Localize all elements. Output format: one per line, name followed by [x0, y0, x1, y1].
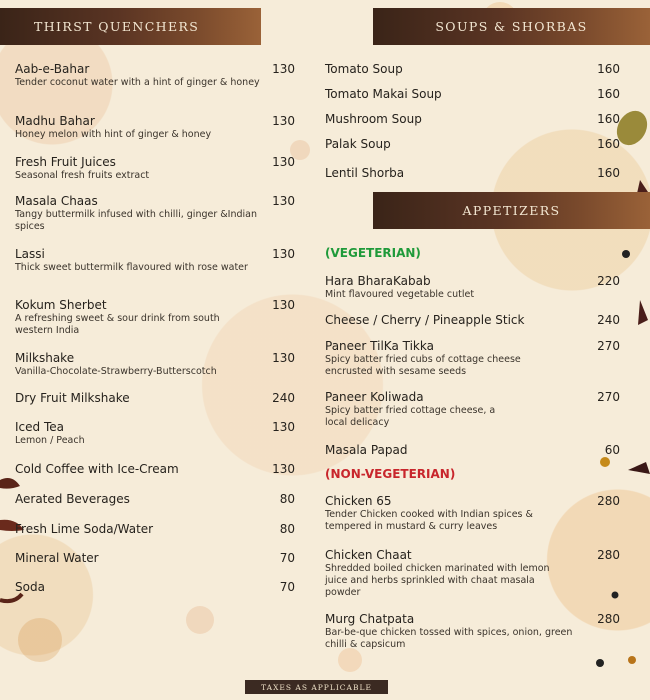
item-name: Masala Papad — [325, 443, 408, 457]
item-name: Aerated Beverages — [15, 492, 130, 506]
item-name: Milkshake — [15, 351, 75, 365]
item-name: Kokum Sherbet — [15, 298, 107, 312]
item-name: Madhu Bahar — [15, 114, 95, 128]
section-header-appetizers — [373, 192, 650, 229]
section-header-soups-shorbas — [373, 8, 650, 45]
menu-item — [325, 87, 585, 101]
menu-item — [15, 551, 260, 565]
item-price: 130 — [272, 62, 295, 76]
item-description: Shredded boiled chicken marinated with lemon juice and herbs sprinkled with chaat masala powder — [325, 563, 550, 598]
item-name: Lassi — [15, 247, 45, 261]
item-price: 280 — [597, 612, 620, 626]
menu-item — [15, 62, 260, 89]
item-price: 80 — [279, 522, 295, 536]
item-name: Cheese / Cherry / Pineapple Stick — [325, 313, 525, 327]
item-name: Murg Chatpata — [325, 612, 415, 626]
item-name: Fresh Fruit Juices — [15, 155, 116, 169]
item-name: Cold Coffee with Ice-Cream — [15, 462, 179, 476]
item-price: 130 — [272, 194, 295, 208]
menu-item — [325, 548, 585, 599]
item-description: Thick sweet buttermilk flavoured with rose water — [15, 262, 248, 273]
item-description: Bar-be-que chicken tossed with spices, onion, green chilli & capsicum — [325, 627, 573, 650]
footer-text: TAXES AS APPLICABLE — [261, 682, 372, 692]
item-price: 70 — [279, 580, 295, 594]
menu-item — [15, 462, 260, 476]
item-description: Tender coconut water with a hint of ginger & honey — [15, 77, 260, 88]
menu-item — [325, 274, 585, 301]
menu-item — [325, 494, 585, 533]
item-name: Soda — [15, 580, 45, 594]
item-price: 160 — [597, 137, 620, 151]
item-name: Iced Tea — [15, 420, 64, 434]
item-price: 220 — [597, 274, 620, 288]
item-description: Tender Chicken cooked with Indian spices & tempered in mustard & curry leaves — [325, 509, 533, 532]
menu-item — [325, 112, 585, 126]
item-price: 280 — [597, 548, 620, 562]
item-description: Vanilla-Chocolate-Strawberry-Butterscotch — [15, 366, 217, 377]
item-name: Hara BharaKabab — [325, 274, 431, 288]
menu-item — [325, 313, 585, 327]
menu-item — [15, 194, 260, 233]
item-name: Tomato Makai Soup — [325, 87, 442, 101]
section-header-thirst-quenchers — [0, 8, 261, 45]
item-price: 130 — [272, 298, 295, 312]
item-price: 130 — [272, 462, 295, 476]
item-name: Fresh Lime Soda/Water — [15, 522, 154, 536]
item-price: 130 — [272, 114, 295, 128]
item-name: Chicken Chaat — [325, 548, 412, 562]
menu-item — [15, 114, 260, 141]
item-name: Masala Chaas — [15, 194, 98, 208]
item-price: 280 — [597, 494, 620, 508]
item-name: Aab-e-Bahar — [15, 62, 90, 76]
item-price: 240 — [597, 313, 620, 327]
item-description: Honey melon with hint of ginger & honey — [15, 129, 212, 140]
item-name: Dry Fruit Milkshake — [15, 391, 130, 405]
item-price: 160 — [597, 62, 620, 76]
menu-item — [325, 62, 585, 76]
item-name: Paneer TilKa Tikka — [325, 339, 434, 353]
item-price: 270 — [597, 390, 620, 404]
menu-item — [325, 137, 585, 151]
item-description: Tangy buttermilk infused with chilli, ginger &Indian spices — [15, 209, 258, 232]
item-name: Mineral Water — [15, 551, 99, 565]
item-name: Palak Soup — [325, 137, 391, 151]
item-price: 70 — [279, 551, 295, 565]
menu-item — [15, 580, 260, 594]
item-description: Lemon / Peach — [15, 435, 85, 446]
item-name: Paneer Koliwada — [325, 390, 424, 404]
menu-item — [325, 166, 585, 180]
menu-item — [325, 443, 585, 457]
menu-item — [325, 612, 585, 651]
item-price: 160 — [597, 87, 620, 101]
category-label-nonveg: (NON-VEGETERIAN) — [325, 467, 456, 481]
menu-item — [325, 390, 585, 429]
menu-item — [15, 420, 260, 447]
menu-item — [15, 247, 260, 274]
item-name: Tomato Soup — [325, 62, 403, 76]
menu-item — [15, 492, 260, 506]
menu-item — [15, 298, 260, 337]
category-label-veg: (VEGETERIAN) — [325, 246, 421, 260]
item-price: 240 — [272, 391, 295, 405]
item-price: 270 — [597, 339, 620, 353]
item-description: A refreshing sweet & sour drink from south western India — [15, 313, 220, 336]
menu-item — [15, 351, 260, 378]
menu-item — [325, 339, 585, 378]
menu-item — [15, 522, 260, 536]
item-description: Spicy batter fried cubs of cottage cheese encrusted with sesame seeds — [325, 354, 521, 377]
section-title: APPETIZERS — [462, 203, 561, 218]
section-title: SOUPS & SHORBAS — [435, 19, 588, 34]
menu-item — [15, 155, 260, 182]
item-description: Seasonal fresh fruits extract — [15, 170, 150, 181]
item-price: 160 — [597, 166, 620, 180]
item-name: Chicken 65 — [325, 494, 392, 508]
taxes-footer — [245, 680, 388, 694]
item-description: Mint flavoured vegetable cutlet — [325, 289, 475, 300]
item-price: 130 — [272, 420, 295, 434]
item-price: 130 — [272, 155, 295, 169]
item-price: 130 — [272, 351, 295, 365]
menu-item — [15, 391, 260, 405]
item-name: Lentil Shorba — [325, 166, 405, 180]
section-title: THIRST QUENCHERS — [34, 19, 200, 34]
item-price: 60 — [604, 443, 620, 457]
item-price: 160 — [597, 112, 620, 126]
item-price: 130 — [272, 247, 295, 261]
item-description: Spicy batter fried cottage cheese, a local delicacy — [325, 405, 496, 428]
item-name: Mushroom Soup — [325, 112, 422, 126]
item-price: 80 — [279, 492, 295, 506]
